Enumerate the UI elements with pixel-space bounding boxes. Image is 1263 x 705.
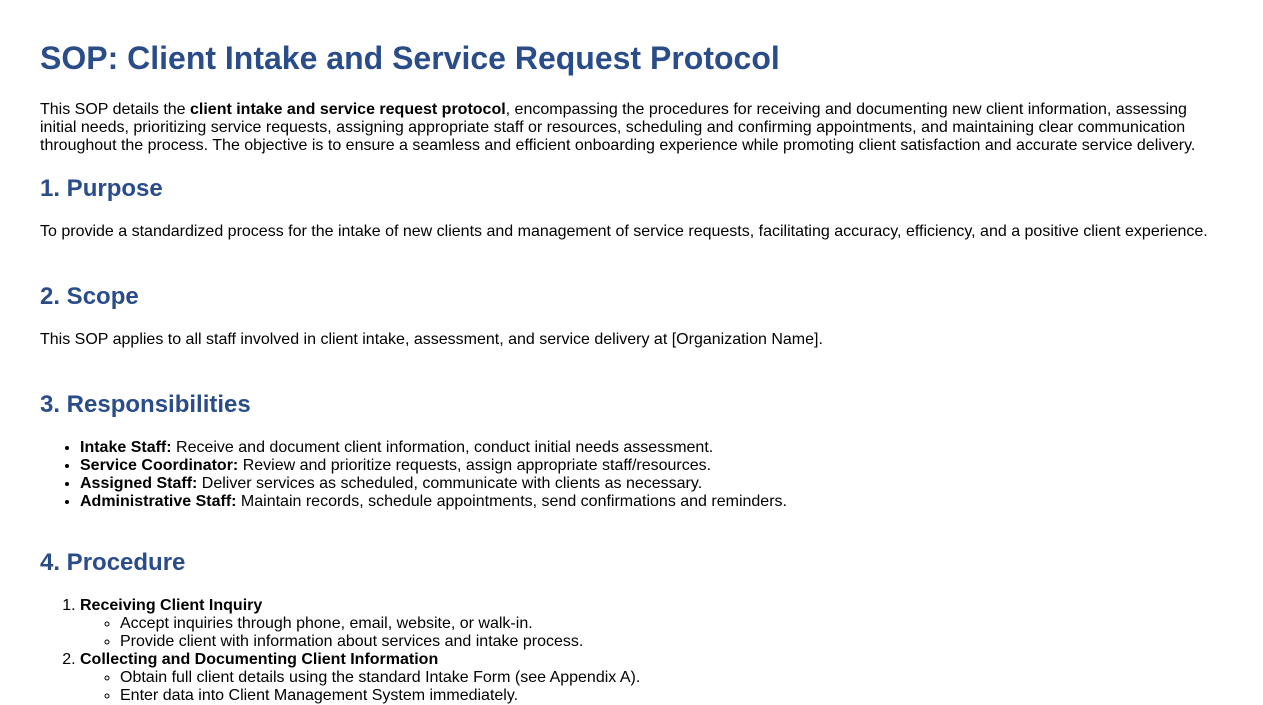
purpose-text: To provide a standardized process for the intake of new clients and management of service requests, facilitating accuracy, efficiency, and a positive client experience. xyxy=(40,223,1208,240)
responsibility-item xyxy=(80,493,1223,511)
responsibility-item xyxy=(80,439,1223,457)
responsibility-role: Administrative Staff: xyxy=(80,493,237,510)
responsibility-desc: Deliver services as scheduled, communicate with clients as necessary. xyxy=(197,475,703,492)
procedure-substep: ◦ Enter data into Client Management System immediately. xyxy=(120,687,1223,705)
procedure-substep: ◦ Provide client with information about services and intake process. xyxy=(120,633,1223,651)
responsibilities-heading: 3. Responsibilities xyxy=(40,391,251,418)
page-title: SOP: Client Intake and Service Request Protocol xyxy=(40,40,780,76)
procedure-step xyxy=(80,597,1223,651)
procedure-list xyxy=(40,597,1223,705)
procedure-heading: 4. Procedure xyxy=(40,549,186,576)
responsibility-desc: Review and prioritize requests, assign appropriate staff/resources. xyxy=(238,457,712,474)
procedure-step xyxy=(80,651,1223,705)
procedure-step-title: Collecting and Documenting Client Information xyxy=(80,651,439,668)
responsibility-desc: Receive and document client information, conduct initial needs assessment. xyxy=(171,439,714,456)
purpose-heading: 1. Purpose xyxy=(40,175,163,202)
intro-text-start: This SOP details the xyxy=(40,101,190,118)
procedure-substeps xyxy=(80,615,1223,651)
responsibility-role: Assigned Staff: xyxy=(80,475,198,492)
procedure-substeps xyxy=(80,669,1223,705)
intro-text-end: , encompassing the procedures for receiving and documenting new client information, assessing initial needs, prioritizing service requests, assigning appropriate staff or resources, scheduling and confirming appointments, and maintaining clear communication throughout the process. The objective is to ensure a seamless and efficient onboarding experience while promoting client satisfaction and accurate service delivery. xyxy=(40,101,1196,154)
procedure-substep: ◦ Accept inquiries through phone, email, website, or walk-in. xyxy=(120,615,1223,633)
responsibility-item xyxy=(80,457,1223,475)
scope-heading: 2. Scope xyxy=(40,283,139,310)
responsibility-role: Service Coordinator: xyxy=(80,457,239,474)
intro-paragraph xyxy=(40,101,1223,155)
responsibilities-list xyxy=(40,439,1223,511)
responsibility-desc: Maintain records, schedule appointments, send confirmations and reminders. xyxy=(236,493,787,510)
procedure-substep: ◦ Obtain full client details using the standard Intake Form (see Appendix A). xyxy=(120,669,1223,687)
intro-bold-text: client intake and service request protocol xyxy=(190,101,506,118)
procedure-step-title: Receiving Client Inquiry xyxy=(80,597,263,614)
responsibility-item xyxy=(80,475,1223,493)
responsibility-role: Intake Staff: xyxy=(80,439,172,456)
scope-text: This SOP applies to all staff involved in client intake, assessment, and service delivery at [Organization Name]. xyxy=(40,331,823,348)
